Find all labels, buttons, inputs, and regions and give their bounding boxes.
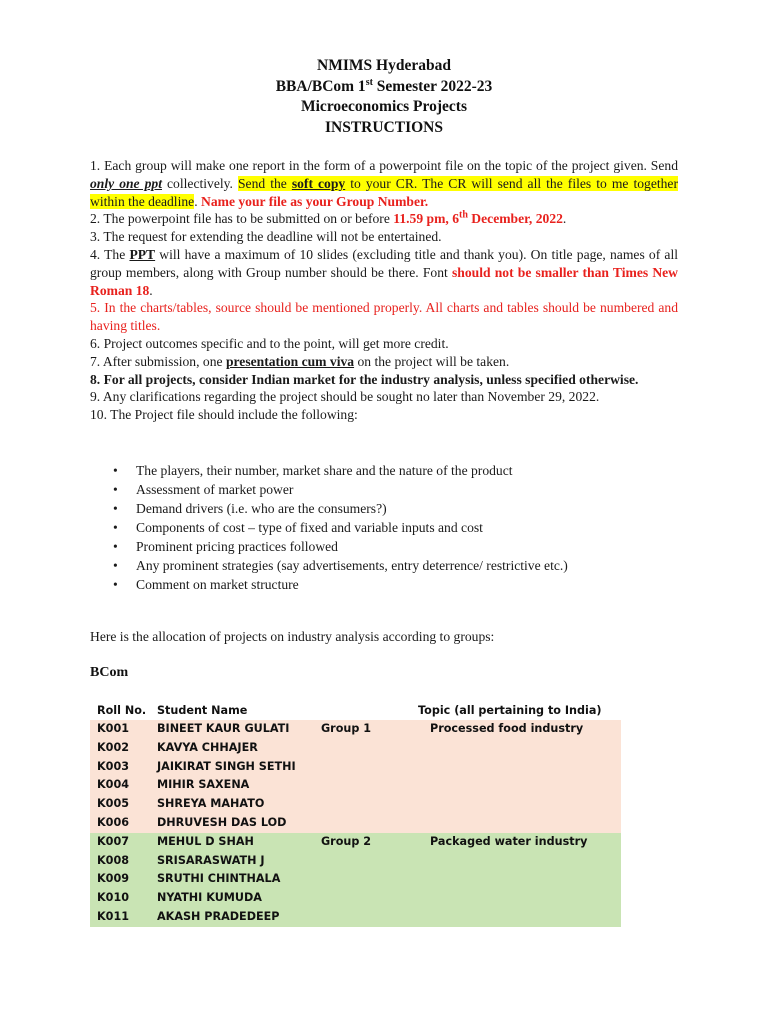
bullet-icon: • bbox=[113, 577, 118, 592]
name-cell: DHRUVESH DAS LOD bbox=[157, 815, 287, 829]
instruction-9: 9. Any clarifications regarding the project should be sought no later than November 29, 2022. bbox=[90, 389, 600, 405]
list-item-text: Assessment of market power bbox=[136, 482, 294, 497]
header-student-name: Student Name bbox=[157, 704, 248, 717]
list-item bbox=[113, 461, 673, 480]
instruction-1-soft-copy: soft copy bbox=[291, 175, 346, 191]
roll-cell: K003 bbox=[97, 759, 130, 773]
instruction-4-ppt: PPT bbox=[129, 246, 156, 262]
bullet-icon: • bbox=[113, 501, 118, 516]
instruction-4-text-2: will have a maximum of 10 slides (excluding title and thank you). On title page, names of all group members, along with Group number should be there. Font bbox=[90, 246, 678, 280]
instruction-1-period: . bbox=[194, 193, 201, 209]
allocation-text: Here is the allocation of projects on industry analysis according to groups: bbox=[90, 629, 495, 644]
list-item-text: Any prominent strategies (say advertisements, entry deterrence/ restrictive etc.) bbox=[136, 558, 568, 573]
table-row bbox=[90, 758, 621, 777]
bullet-icon: • bbox=[113, 558, 118, 573]
table-row bbox=[90, 814, 621, 833]
instruction-8 bbox=[90, 371, 678, 389]
course-title: Microeconomics Projects bbox=[301, 98, 467, 115]
instruction-1-text-2: collectively. bbox=[162, 175, 238, 191]
list-item bbox=[113, 480, 673, 499]
semester-title-suffix: Semester 2022-23 bbox=[372, 77, 493, 95]
header-roll-no: Roll No. bbox=[97, 704, 147, 717]
name-cell: AKASH PRADEDEEP bbox=[157, 909, 280, 923]
group-allocation-table bbox=[90, 702, 621, 927]
instruction-8-number: 8. bbox=[90, 371, 104, 387]
instruction-1-hl-text-2: to your CR. The CR will send all the files to me together within the deadline bbox=[90, 175, 678, 209]
table-row bbox=[90, 908, 621, 927]
roll-cell: K007 bbox=[97, 834, 130, 848]
roll-cell: K006 bbox=[97, 815, 130, 829]
header-topic: Topic (all pertaining to India) bbox=[418, 704, 602, 717]
bullet-icon: • bbox=[113, 463, 118, 478]
bullet-icon: • bbox=[113, 520, 118, 535]
instruction-2-superscript: th bbox=[459, 209, 468, 221]
name-cell: KAVYA CHHAJER bbox=[157, 740, 258, 754]
instruction-7 bbox=[90, 353, 678, 371]
roll-cell: K004 bbox=[97, 778, 130, 792]
instruction-4-font-rule: should not be smaller than Times New Roman 18 bbox=[90, 264, 678, 298]
instruction-4 bbox=[90, 246, 678, 299]
table-row bbox=[90, 852, 621, 871]
name-cell: JAIKIRAT SINGH SETHI bbox=[157, 759, 296, 773]
instruction-2 bbox=[90, 210, 678, 228]
group-cell: Group 1 bbox=[321, 722, 372, 735]
instruction-2-text: 2. The powerpoint file has to be submitted on or before bbox=[90, 211, 394, 227]
instruction-1-hl-text: Send the bbox=[237, 175, 292, 191]
instruction-3: 3. The request for extending the deadline will not be entertained. bbox=[90, 229, 442, 245]
name-cell: BINEET KAUR GULATI bbox=[157, 722, 290, 735]
instruction-1-emphasis: only one ppt bbox=[90, 175, 162, 191]
instruction-8-text: For all projects, consider Indian market for the industry analysis, unless specified otherwise. bbox=[103, 371, 639, 387]
list-item bbox=[113, 575, 673, 594]
name-cell: SRISARASWATH J bbox=[157, 853, 265, 867]
roll-cell: K009 bbox=[97, 872, 130, 886]
title-block bbox=[90, 56, 678, 138]
instruction-1-filename-note: Name your file as your Group Number. bbox=[201, 193, 429, 209]
name-cell: NYATHI KUMUDA bbox=[157, 891, 262, 905]
list-item-text: Components of cost – type of fixed and variable inputs and cost bbox=[136, 520, 483, 535]
bullet-icon: • bbox=[113, 482, 118, 497]
list-item bbox=[113, 537, 673, 556]
roll-cell: K005 bbox=[97, 797, 130, 811]
instruction-2-deadline-date: December, 2022 bbox=[467, 211, 563, 227]
institution-title: NMIMS Hyderabad bbox=[317, 57, 451, 74]
table-body bbox=[90, 720, 621, 927]
roll-cell: K008 bbox=[97, 853, 130, 867]
instruction-6: 6. Project outcomes specific and to the point, will get more credit. bbox=[90, 335, 449, 351]
name-cell: SRUTHI CHINTHALA bbox=[157, 872, 281, 886]
instructions-list bbox=[90, 157, 678, 424]
list-item bbox=[113, 518, 673, 537]
semester-title-text: BBA/BCom 1 bbox=[275, 77, 366, 95]
instruction-1-text: 1. Each group will make one report in the form of a powerpoint file on the topic of the project given. Send bbox=[90, 158, 678, 173]
table-row bbox=[90, 889, 621, 908]
instruction-4-text: 4. The bbox=[90, 246, 130, 262]
instruction-2-deadline: 11.59 pm, 6 bbox=[393, 211, 459, 227]
semester-superscript: st bbox=[365, 76, 373, 88]
topic-cell: Processed food industry bbox=[430, 722, 584, 735]
table-row bbox=[90, 833, 621, 852]
instruction-7-viva: presentation cum viva bbox=[225, 353, 355, 369]
semester-title bbox=[90, 77, 678, 98]
table-row bbox=[90, 720, 621, 739]
section-label: BCom bbox=[90, 665, 129, 680]
instruction-7-text-2: on the project will be taken. bbox=[354, 353, 510, 369]
bullet-icon: • bbox=[113, 539, 118, 554]
topic-cell: Packaged water industry bbox=[430, 834, 588, 848]
table-row bbox=[90, 795, 621, 814]
instructions-heading: INSTRUCTIONS bbox=[324, 118, 443, 136]
roll-cell: K001 bbox=[97, 722, 130, 735]
table-header bbox=[90, 702, 621, 720]
name-cell: MEHUL D SHAH bbox=[157, 834, 254, 848]
list-item-text: Prominent pricing practices followed bbox=[136, 539, 338, 554]
name-cell: SHREYA MAHATO bbox=[157, 797, 265, 811]
list-item-text: Demand drivers (i.e. who are the consumers?) bbox=[136, 501, 387, 516]
list-item-text: The players, their number, market share and the nature of the product bbox=[136, 463, 513, 478]
instruction-4-period: . bbox=[149, 282, 153, 298]
instruction-5: 5. In the charts/tables, source should be mentioned properly. All charts and tables should be numbered and having titles. bbox=[90, 300, 678, 334]
table-row bbox=[90, 776, 621, 795]
project-requirements-list bbox=[113, 461, 673, 594]
instruction-7-text: 7. After submission, one bbox=[90, 353, 226, 369]
group-cell: Group 2 bbox=[321, 834, 372, 848]
list-item-text: Comment on market structure bbox=[136, 577, 299, 592]
list-item bbox=[113, 556, 673, 575]
name-cell: MIHIR SAXENA bbox=[157, 778, 250, 792]
roll-cell: K010 bbox=[97, 891, 130, 905]
table-row bbox=[90, 739, 621, 758]
table-row bbox=[90, 870, 621, 889]
instruction-10: 10. The Project file should include the following: bbox=[90, 407, 358, 423]
roll-cell: K002 bbox=[97, 740, 130, 754]
instruction-1 bbox=[90, 157, 678, 210]
roll-cell: K011 bbox=[97, 909, 130, 923]
list-item bbox=[113, 499, 673, 518]
instruction-2-period: . bbox=[562, 211, 567, 227]
